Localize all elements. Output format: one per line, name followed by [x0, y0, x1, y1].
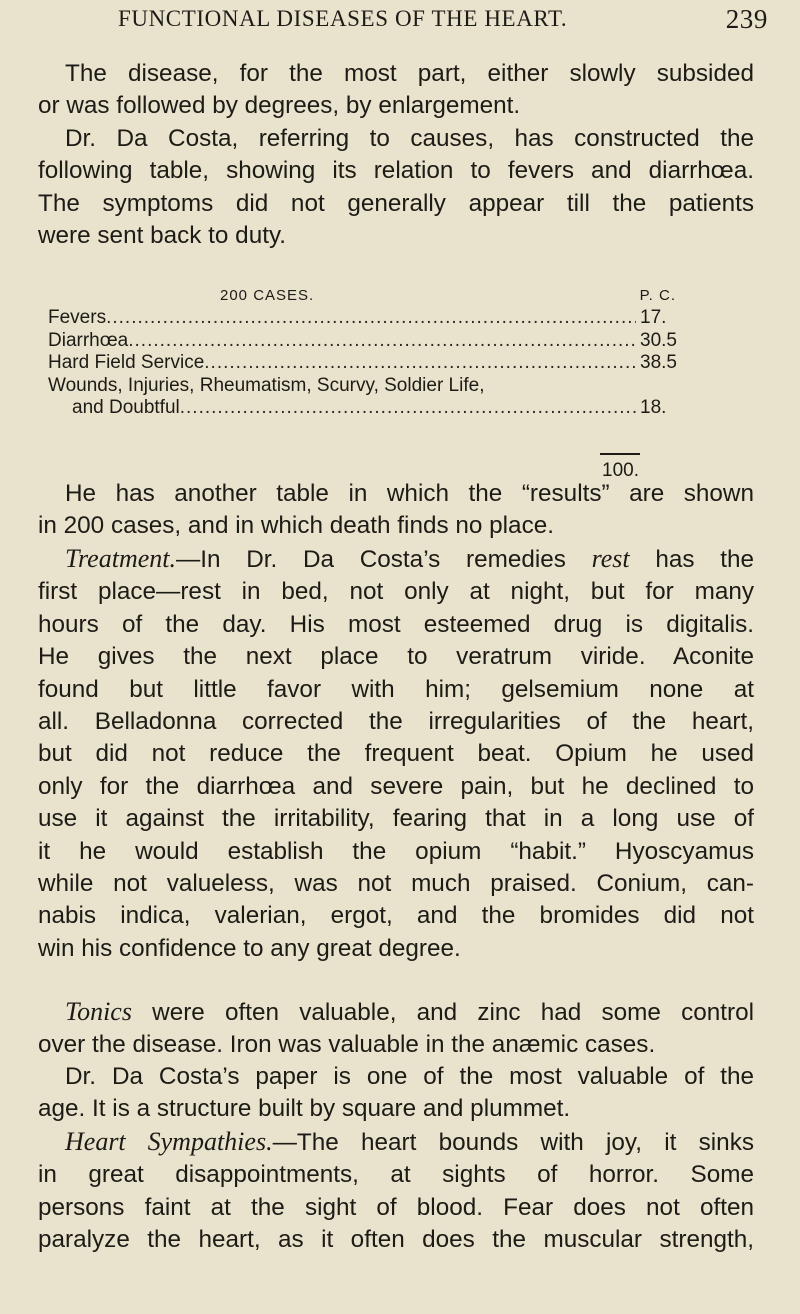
sympathies-heading: Heart Sympathies.: [65, 1127, 273, 1156]
row-label: Fevers: [48, 307, 107, 328]
text-line: win his confidence to any great degree.: [38, 934, 461, 962]
text-line: Dr. Da Costa, referring to causes, has constructed the: [65, 125, 754, 152]
row-value: 38.5: [640, 352, 677, 373]
paragraph-tonics: [38, 996, 754, 1062]
table-row: [48, 307, 692, 330]
text-line: were sent back to duty.: [38, 222, 287, 250]
table-total: 100.: [602, 460, 639, 481]
emphasis-rest: rest: [591, 544, 630, 573]
table-row: [48, 375, 692, 398]
text-line: nabis indica, valerian, ergot, and the bromides did not: [38, 902, 754, 930]
row-label-continuation: and Doubtful: [72, 397, 180, 418]
table-header-cases: 200 CASES.: [220, 287, 315, 304]
paragraph-treatment: [38, 543, 754, 965]
text-line: He has another table in which the “results” are shown: [65, 480, 754, 507]
table-row: [48, 352, 692, 375]
running-header: [118, 4, 768, 40]
text-line: or was followed by degrees, by enlargement.: [38, 92, 521, 120]
text-line: Dr. Da Costa’s paper is one of the most valuable of the: [65, 1063, 754, 1090]
text-line: over the disease. Iron was valuable in the anæmic cases.: [38, 1031, 656, 1059]
text-line: use it against the irritability, fearing that in a long use of: [38, 805, 754, 833]
text-line: found but little favor with him; gelsemium none at: [38, 675, 754, 703]
page-number: 239: [725, 4, 768, 34]
table-header-percent: P. C.: [639, 287, 676, 304]
row-value: 30.5: [640, 329, 677, 351]
row-value: 18.: [640, 397, 667, 418]
text-line: persons faint at the sight of blood. Fear does not often: [38, 1193, 754, 1221]
causes-table: [48, 283, 692, 420]
text-line: paralyze the heart, as it often does the muscular strength,: [38, 1226, 754, 1254]
text-line: Treatment.—In Dr. Da Costa’s remedies rest has the: [65, 544, 754, 573]
tonics-heading: Tonics: [65, 997, 132, 1026]
text-line: He gives the next place to veratrum viride. Aconite: [38, 643, 754, 671]
row-label: Wounds, Injuries, Rheumatism, Scurvy, Soldier Life,: [48, 374, 485, 396]
paragraph-results: [38, 478, 754, 543]
text-line: Heart Sympathies.—The heart bounds with joy, it sinks: [65, 1127, 754, 1156]
text-line: The symptoms did not generally appear till the patients: [38, 189, 754, 217]
row-value: 17.: [640, 307, 667, 328]
text-line: hours of the day. His most esteemed drug is digitalis.: [38, 610, 754, 638]
total-rule: [600, 453, 640, 455]
treatment-heading: Treatment.: [65, 544, 176, 573]
text-line: but did not reduce the frequent beat. Opium he used: [38, 740, 754, 768]
leader-dots: [128, 330, 636, 353]
paragraph-table-intro: [38, 123, 754, 253]
paragraph-disease-course: [38, 58, 754, 123]
leader-dots: [204, 352, 636, 375]
text-line: following table, showing its relation to fevers and diarrhœa.: [38, 157, 754, 185]
leader-dots: [106, 307, 636, 330]
table-row: [48, 397, 692, 420]
text-line: in great disappointments, at sights of horror. Some: [38, 1161, 754, 1189]
text-line: only for the diarrhœa and severe pain, but he declined to: [38, 772, 754, 800]
row-label: Hard Field Service: [48, 352, 205, 373]
text-line: all. Belladonna corrected the irregularities of the heart,: [38, 708, 754, 736]
row-label: Diarrhœa: [48, 329, 129, 351]
text-line: it he would establish the opium “habit.” Hyoscyamus: [38, 837, 754, 865]
table-header: [48, 283, 692, 307]
text-line: in 200 cases, and in which death finds no place.: [38, 512, 554, 540]
paragraph-heart-sympathies: [38, 1126, 754, 1257]
running-title: FUNCTIONAL DISEASES OF THE HEART.: [118, 6, 568, 31]
text-line: age. It is a structure built by square and plummet.: [38, 1095, 571, 1123]
table-row: [48, 330, 692, 353]
text-line: Tonics were often valuable, and zinc had some control: [65, 997, 754, 1026]
text-line: The disease, for the most part, either slowly subsided: [65, 60, 754, 87]
leader-dots: [180, 397, 636, 420]
paragraph-paper: [38, 1061, 754, 1126]
text-line: while not valueless, was not much praised. Conium, can-: [38, 870, 754, 898]
text-line: first place—rest in bed, not only at night, but for many: [38, 578, 754, 606]
